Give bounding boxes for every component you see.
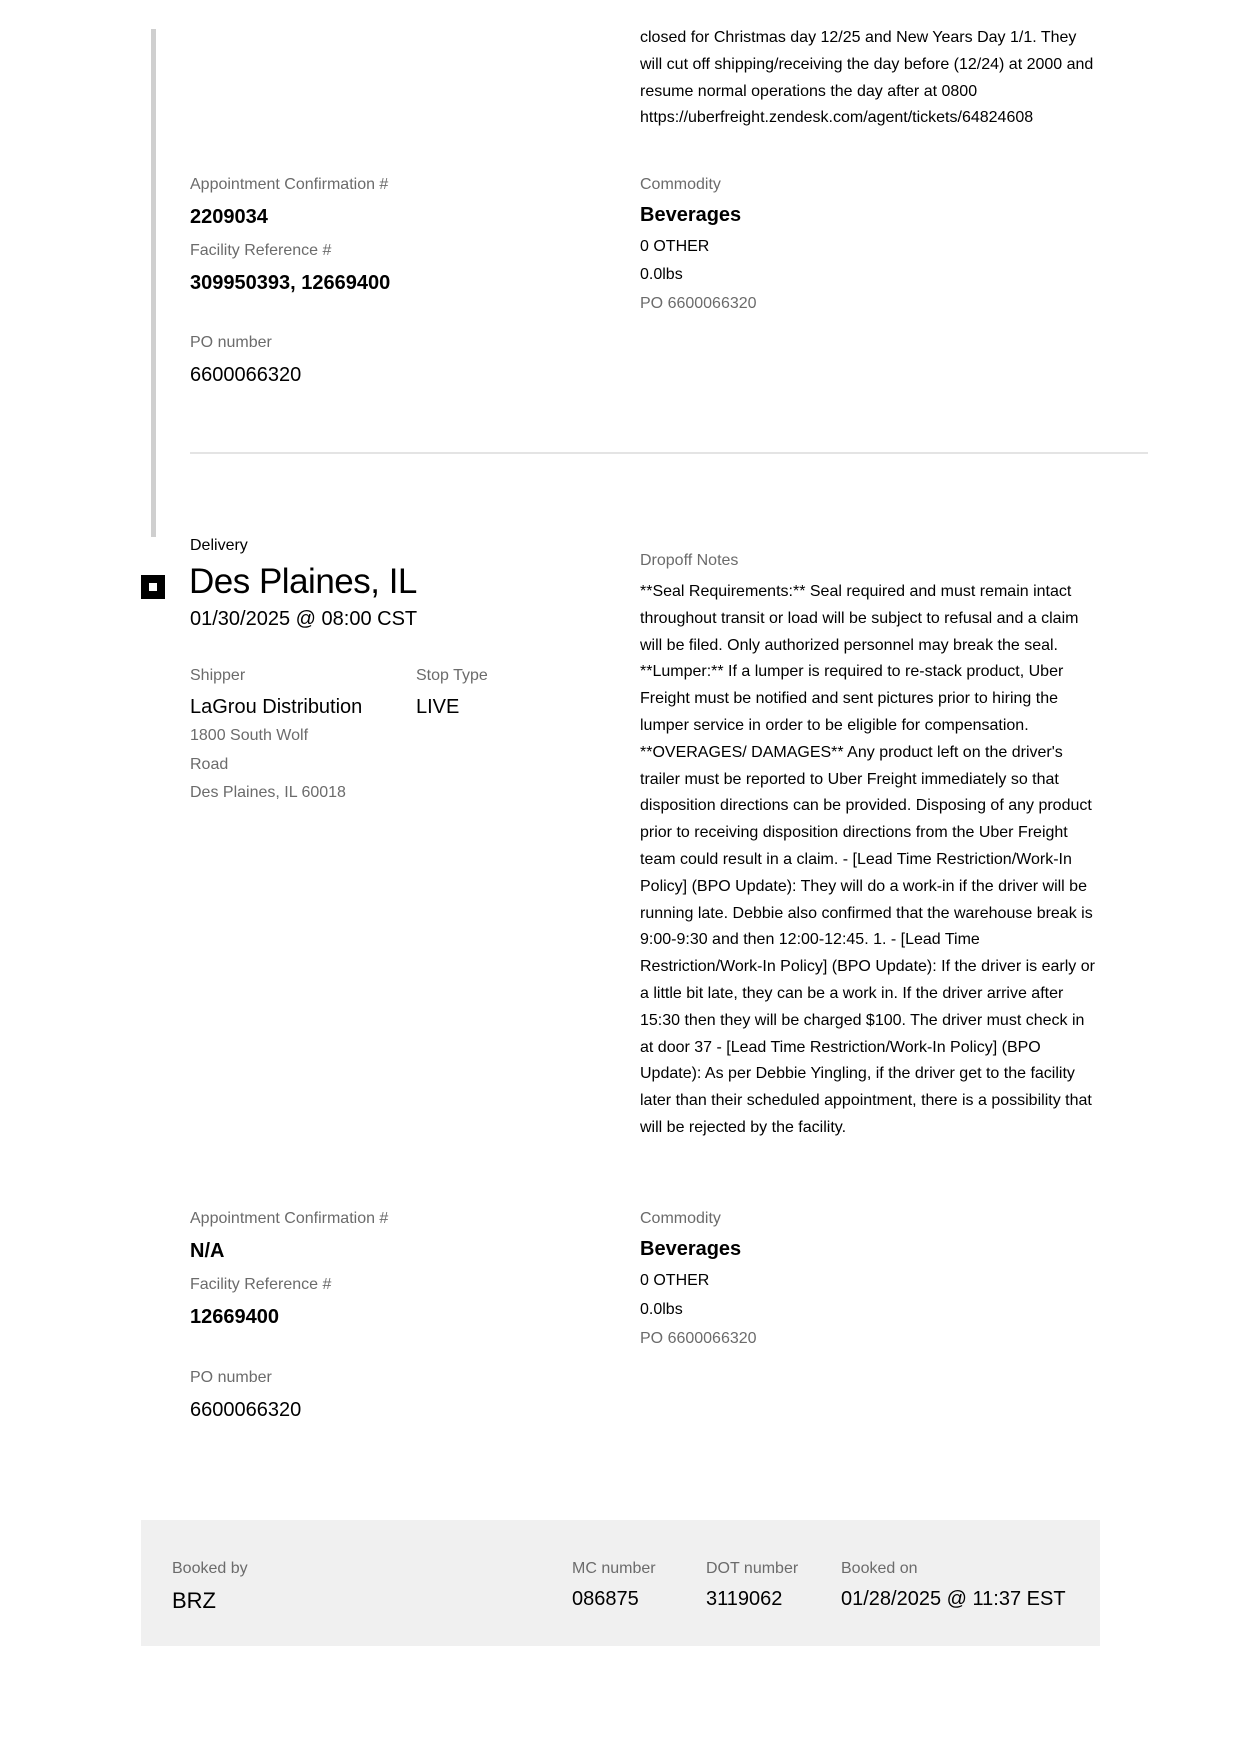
delivery-commodity-qty: 0 OTHER bbox=[640, 1272, 710, 1289]
pickup-commodity-qty: 0 OTHER bbox=[640, 238, 710, 255]
pickup-appt-label: Appointment Confirmation # bbox=[190, 176, 389, 193]
delivery-facility-label: Facility Reference # bbox=[190, 1276, 332, 1293]
pickup-commodity-weight: 0.0lbs bbox=[640, 266, 683, 283]
dot-number-label: DOT number bbox=[706, 1560, 799, 1577]
booked-by-label: Booked by bbox=[172, 1560, 248, 1577]
delivery-facility-value: 12669400 bbox=[190, 1306, 279, 1328]
pickup-facility-value: 309950393, 12669400 bbox=[190, 272, 391, 294]
shipper-address-line1: 1800 South Wolf bbox=[190, 727, 309, 744]
pickup-appt-value: 2209034 bbox=[190, 206, 268, 228]
stop-type-label: Stop Type bbox=[416, 667, 488, 684]
shipper-name: LaGrou Distribution bbox=[190, 696, 363, 718]
delivery-po-label: PO number bbox=[190, 1369, 272, 1386]
stop-type-heading: Delivery bbox=[190, 537, 248, 554]
pickup-po-label: PO number bbox=[190, 334, 272, 351]
stop-marker-icon bbox=[141, 575, 165, 599]
shipper-address-line3: Des Plaines, IL 60018 bbox=[190, 784, 346, 801]
pickup-po-value: 6600066320 bbox=[190, 364, 302, 386]
delivery-commodity-name: Beverages bbox=[640, 1238, 742, 1260]
stop-city: Des Plaines, IL bbox=[189, 562, 417, 601]
pickup-notes-continued: closed for Christmas day 12/25 and New Years Day 1/1. They will cut off shipping/receiving the day before (12/24) at 2000 and resume normal operations the day after at 0800 https://uberfreight.zendesk.com/agent/tickets/64824608 bbox=[640, 29, 1094, 127]
pickup-commodity-name: Beverages bbox=[640, 204, 742, 226]
shipper-address-line2: Road bbox=[190, 756, 229, 773]
delivery-commodity-weight: 0.0lbs bbox=[640, 1301, 683, 1318]
stop-type-value: LIVE bbox=[416, 696, 460, 718]
mc-number-value: 086875 bbox=[572, 1588, 639, 1610]
section-divider bbox=[190, 452, 1148, 454]
pickup-commodity-po: PO 6600066320 bbox=[640, 295, 757, 312]
booked-on-label: Booked on bbox=[841, 1560, 918, 1577]
timeline-line bbox=[151, 29, 156, 537]
delivery-po-value: 6600066320 bbox=[190, 1399, 302, 1421]
booked-on-value: 01/28/2025 @ 11:37 EST bbox=[841, 1588, 1066, 1610]
mc-number-label: MC number bbox=[572, 1560, 656, 1577]
delivery-commodity-label: Commodity bbox=[640, 1210, 721, 1227]
dropoff-notes: **Seal Requirements:** Seal required and must remain intact throughout transit or load will be subject to refusal and a claim will be filed. Only authorized personnel may break the seal. **Lumper:** If a lumper is required to re-stack product, Uber Freight must be notified and sent pictures prior to hiring the lumper service in order to be eligible for compensation. **OVERAGES/ DAMAGES** Any product left on the driver's trailer must be reported to Uber Freight immediately so that disposition directions can be provided. Disposing of any product prior to receiving disposition directions from the Uber Freight team could result in a claim. - [Lead Time Restriction/Work-In Policy] (BPO Update): They will do a work-in if the driver will be running late. Debbie also confirmed that the warehouse break is 9:00-9:30 and then 12:00-12:45. 1. - [Lead Time Restriction/Work-In Policy] (BPO Update): If the driver is early or a little bit late, they can be a work in. If the driver arrive after 15:30 then they will be charged $100. The driver must check in at door 37 - [Lead Time Restriction/Work-In Policy] (BPO Update): As per Debbie Yingling, if the driver get to the facility later than their scheduled appointment, there is a possibility that will be rejected by the facility. bbox=[640, 583, 1095, 1136]
delivery-commodity-po: PO 6600066320 bbox=[640, 1330, 757, 1347]
shipper-label: Shipper bbox=[190, 667, 246, 684]
delivery-appt-label: Appointment Confirmation # bbox=[190, 1210, 389, 1227]
booking-footer bbox=[141, 1520, 1100, 1646]
dropoff-notes-label: Dropoff Notes bbox=[640, 552, 739, 569]
pickup-commodity-label: Commodity bbox=[640, 176, 721, 193]
delivery-appt-value: N/A bbox=[190, 1240, 225, 1262]
dot-number-value: 3119062 bbox=[706, 1588, 783, 1610]
pickup-facility-label: Facility Reference # bbox=[190, 242, 332, 259]
booked-by-value: BRZ bbox=[172, 1588, 216, 1613]
stop-datetime: 01/30/2025 @ 08:00 CST bbox=[190, 608, 418, 630]
